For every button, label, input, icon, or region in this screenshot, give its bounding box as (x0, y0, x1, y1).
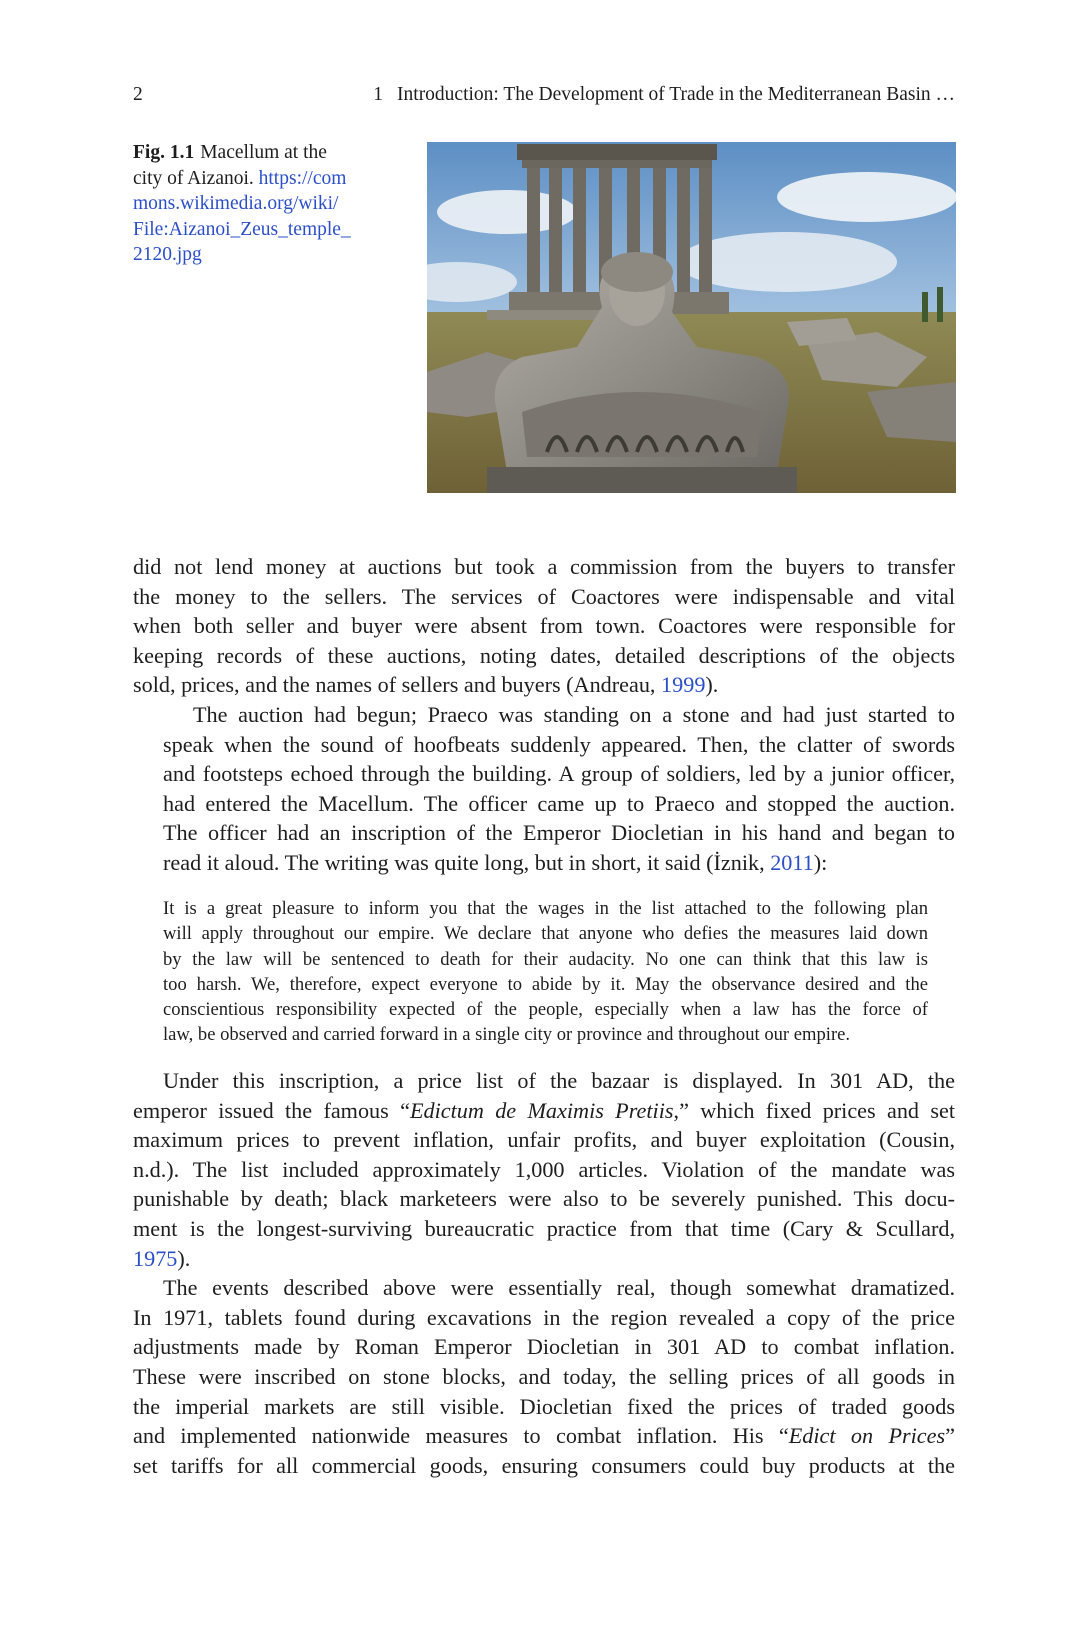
text-segment: ). (705, 672, 719, 698)
text-segment: ” (945, 1423, 955, 1449)
text-line: punishable by death; black marketeers were also to be severely punished. This docu- (133, 1186, 955, 1212)
text-line: the imperial markets are still visible. Diocletian fixed the prices of traded goods (133, 1393, 955, 1419)
page-number: 2 (133, 84, 143, 105)
text-line (133, 1421, 955, 1451)
quote-line: too harsh. We, therefore, expect everyone to abide by it. May the observance desired and the (163, 973, 928, 995)
text-line: and footsteps echoed through the building. A group of soldiers, led by a junior officer, (163, 761, 955, 787)
chapter-title: Introduction: The Development of Trade in the Mediterranean Basin … (397, 84, 955, 105)
text-segment: emperor issued the famous “ (133, 1097, 410, 1123)
text-line: maximum prices to prevent inflation, unfair profits, and buyer exploitation (Cousin, (133, 1127, 955, 1153)
running-header (133, 84, 955, 114)
citation-link[interactable]: 2011 (770, 849, 814, 875)
paragraph (133, 700, 955, 878)
text-line: adjustments made by Roman Emperor Diocletian in 301 AD to combat inflation. (133, 1334, 955, 1360)
quote-line: It is a great pleasure to inform you that the wages in the list attached to the following plan (163, 898, 928, 919)
text-line (133, 848, 955, 878)
block-quote (163, 896, 928, 1048)
paragraph (133, 1273, 955, 1480)
text-line: ment is the longest-surviving bureaucratic practice from that time (Cary & Scullard, (133, 1215, 955, 1241)
text-line: Under this inscription, a price list of the bazaar is displayed. In 301 AD, the (163, 1068, 955, 1093)
quote-line: law, be observed and carried forward in a single city or province and throughout our empire. (163, 1024, 851, 1046)
caption-link[interactable]: https://com (258, 167, 347, 189)
citation-link[interactable]: 1999 (661, 672, 706, 698)
text-line: In 1971, tablets found during excavations in the region revealed a copy of the price (133, 1304, 955, 1330)
text-line: speak when the sound of hoofbeats suddenly appeared. Then, the clatter of swords (163, 731, 955, 757)
text-line (133, 1244, 955, 1274)
text-line: had entered the Macellum. The officer came up to Praeco and stopped the auction. (163, 790, 955, 816)
quote-line: by the law will be sentenced to death for their audacity. No one can think that this law is (163, 948, 928, 970)
text-line: These were inscribed on stone blocks, and today, the selling prices of all goods in (133, 1363, 955, 1389)
text-line: n.d.). The list included approximately 1,000 articles. Violation of the mandate was (133, 1156, 955, 1182)
text-segment: read it aloud. The writing was quite long, but in short, it said (İznik, (163, 849, 771, 875)
quote-line: will apply throughout our empire. We declare that anyone who defies the measures laid down (163, 923, 928, 945)
text-segment: ). (177, 1245, 191, 1271)
text-line: The events described above were essentially real, though somewhat dramatized. (163, 1275, 955, 1301)
text-line: did not lend money at auctions but took a commission from the buyers to transfer (133, 554, 955, 579)
text-line (133, 670, 955, 700)
quote-line: conscientious responsibility expected of the people, especially when a law has the force of (163, 999, 928, 1021)
italic-title: Edictum de Maximis Pretiis (409, 1097, 674, 1123)
text-line: when both seller and buyer were absent from town. Coactores were responsible for (133, 613, 955, 639)
caption-link[interactable]: mons.wikimedia.org/wiki/ (133, 193, 339, 214)
caption-link[interactable]: File:Aizanoi_Zeus_temple_ (133, 218, 351, 240)
text-segment: ): (813, 849, 828, 875)
figure-photo (427, 142, 956, 493)
caption-link[interactable]: 2120.jpg (133, 244, 202, 265)
text-line: keeping records of these auctions, noting dates, detailed descriptions of the objects (133, 642, 955, 668)
text-segment: ,” which fixed prices and set (673, 1097, 955, 1123)
chapter-number: 1 (373, 84, 384, 105)
running-title (373, 84, 955, 106)
text-line: The auction had begun; Praeco was standing on a stone and had just started to (193, 701, 955, 727)
caption-line: Macellum at the (200, 142, 327, 163)
figure-caption (133, 140, 378, 268)
paragraph (133, 1066, 955, 1273)
figure-label: Fig. 1.1 (133, 142, 195, 163)
citation-link[interactable]: 1975 (133, 1245, 178, 1271)
text-line: set tariffs for all commercial goods, ensuring consumers could buy products at the (133, 1452, 955, 1478)
text-segment: sold, prices, and the names of sellers and buyers (Andreau, (133, 672, 662, 698)
text-line (133, 1096, 955, 1126)
italic-title: Edict on Prices (788, 1423, 946, 1449)
macellum-photo-illustration (427, 142, 956, 493)
body-text (133, 552, 955, 878)
text-line: the money to the sellers. The services of Coactores were indispensable and vital (133, 583, 955, 609)
text-line: The officer had an inscription of the Emperor Diocletian in his hand and began to (163, 820, 955, 846)
text-segment: and implemented nationwide measures to combat inflation. His “ (133, 1423, 789, 1449)
caption-line: city of Aizanoi. (133, 167, 254, 189)
paragraph (133, 552, 955, 700)
body-text-continued (133, 1066, 955, 1480)
